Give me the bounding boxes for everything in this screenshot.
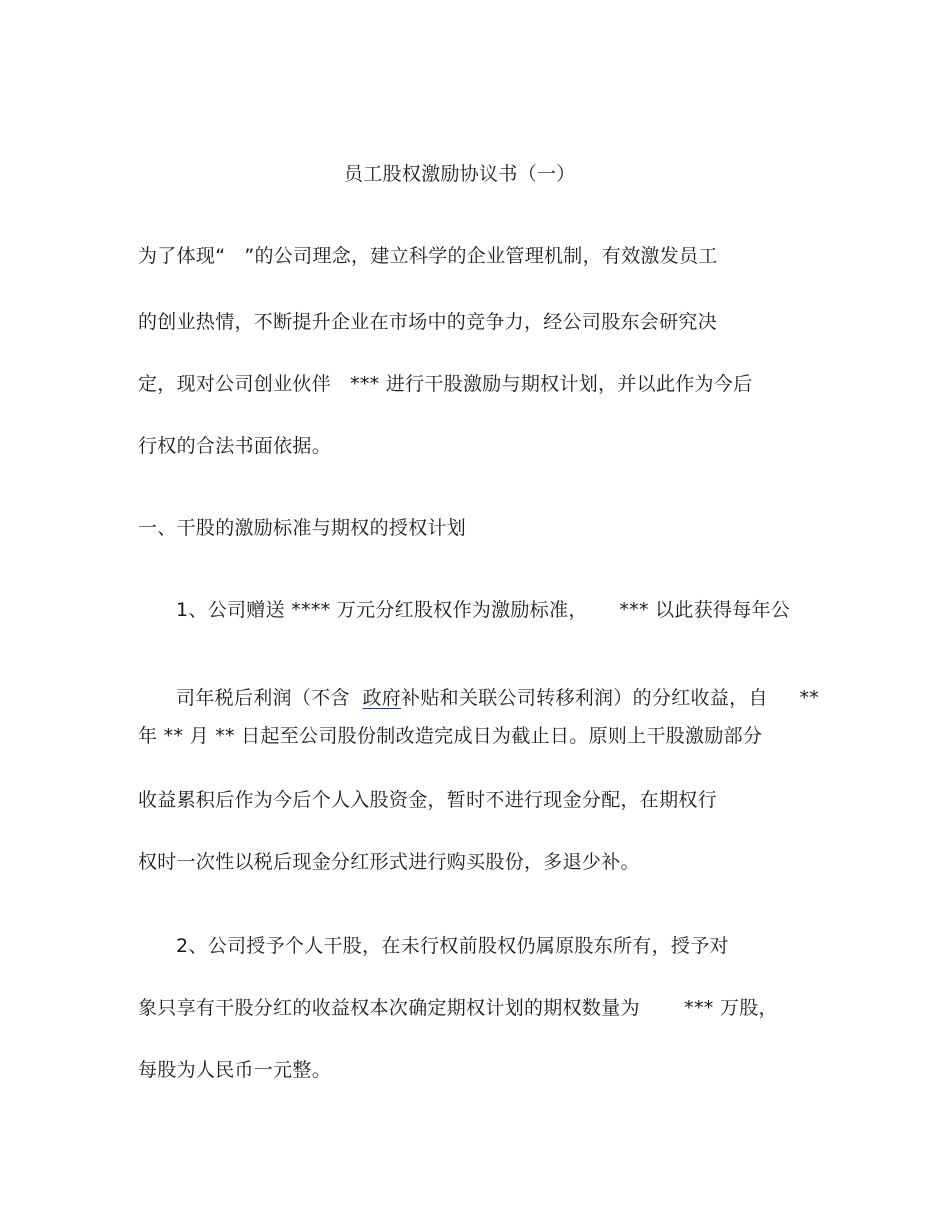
- government-link[interactable]: 政府: [362, 687, 402, 709]
- paragraph-line: 2、公司授予个人干股，在未行权前股权仍属原股东所有，授予对: [176, 935, 729, 957]
- text-span: 补贴和关联公司转移利润）的分红收益，自 **: [401, 687, 820, 709]
- paragraph-line: 1、公司赠送 **** 万元分红股权作为激励标准， *** 以此获得每年公: [176, 599, 791, 621]
- text-span: 司年税后利润（不含: [176, 687, 363, 709]
- section-heading: 一、干股的激励标准与期权的授权计划: [138, 517, 467, 539]
- paragraph-line: 每股为人民币一元整。: [138, 1059, 332, 1081]
- paragraph-line: 的创业热情，不断提升企业在市场中的竞争力，经公司股东会研究决: [138, 311, 718, 333]
- paragraph-line: 象只享有干股分红的收益权本次确定期权计划的期权数量为 *** 万股，: [138, 997, 778, 1019]
- paragraph-line: 年 ** 月 ** 日起至公司股份制改造完成日为截止日。原则上干股激励部分: [138, 725, 763, 747]
- paragraph-line: 收益累积后作为今后个人入股资金，暂时不进行现金分配，在期权行: [138, 789, 718, 811]
- paragraph-line: 行权的合法书面依据。: [138, 435, 332, 457]
- paragraph-line: 权时一次性以税后现金分红形式进行购买股份，多退少补。: [138, 851, 640, 873]
- paragraph-line: 为了体现“ ”的公司理念，建立科学的企业管理机制，有效激发员工: [138, 245, 718, 267]
- paragraph-line: 定，现对公司创业伙伴 *** 进行干股激励与期权计划，并以此作为今后: [138, 373, 753, 395]
- document-title: 员工股权激励协议书（一）: [344, 163, 576, 185]
